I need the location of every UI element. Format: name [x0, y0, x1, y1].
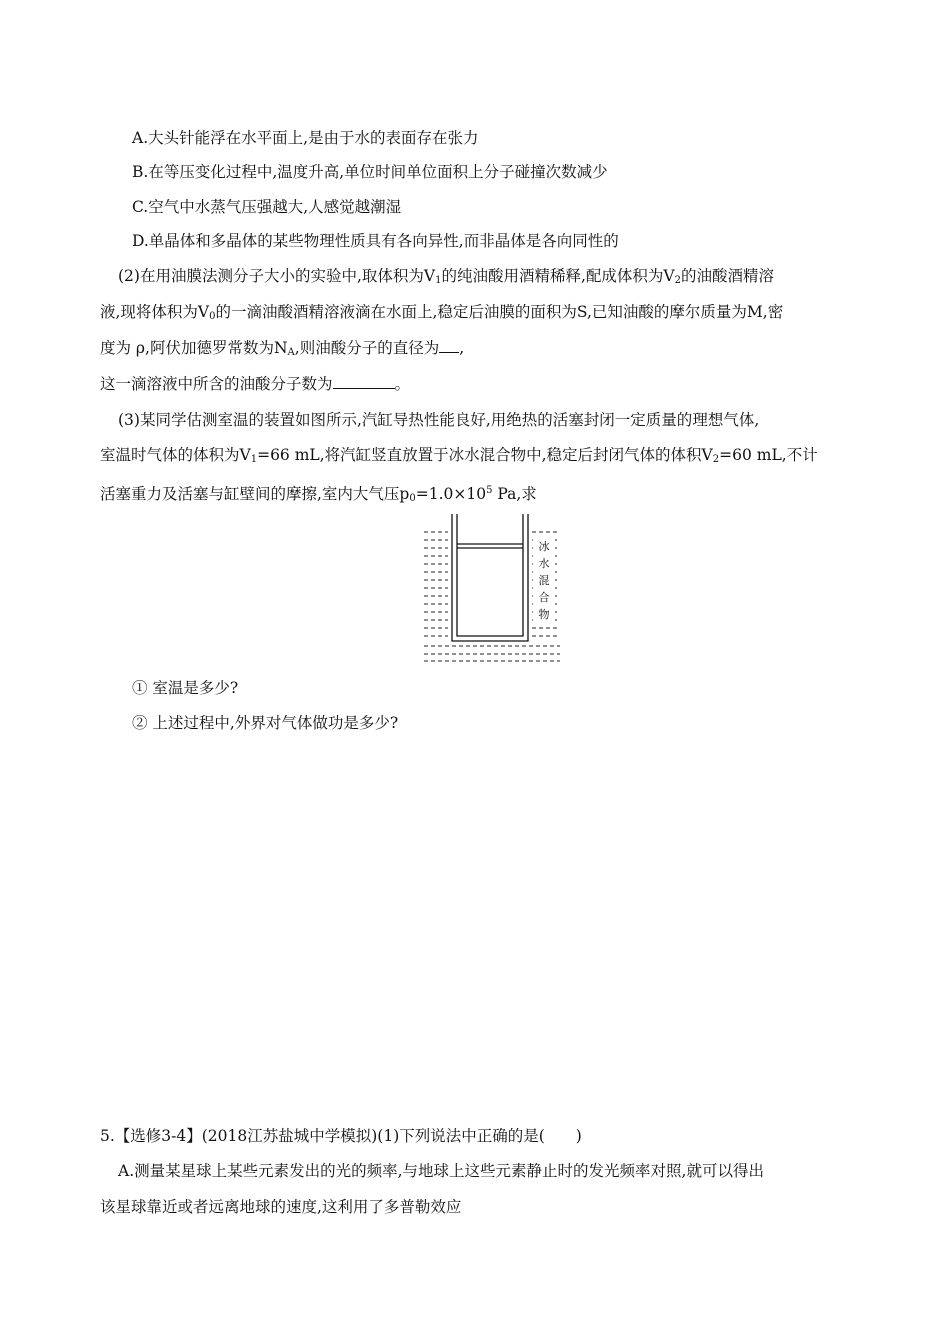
q2-line-2: 液,现将体积为$V_0$的一滴油酸酒精溶液滴在水面上,稳定后油膜的面积为S,已知油酸的摩尔质量为M,密 [100, 303, 784, 322]
option-d: D.单晶体和多晶体的某些物理性质具有各向异性,而非晶体是各向同性的 [132, 232, 619, 250]
q2-line-4: 这一滴溶液中所含的油酸分子数为 。 [100, 375, 411, 393]
option-a: A.大头针能浮在水平面上,是由于水的表面存在张力 [132, 129, 479, 147]
ice-water-label [539, 539, 550, 621]
piston [457, 544, 523, 548]
answer-blank-diameter[interactable] [439, 338, 459, 353]
q3-line-1: (3)某同学估测室温的装置如图所示,汽缸导热性能良好,用绝热的活塞封闭一定质量的理想气体, [118, 411, 760, 429]
q5-line-2: A.测量某星球上某些元素发出的光的频率,与地球上这些元素静止时的发光频率对照,就可以得出 [118, 1162, 764, 1180]
q2-line-3: 度为 ρ,阿伏加德罗常数为$N_A$,则油酸分子的直径为 , [100, 339, 465, 358]
q5-line-3: 该星球靠近或者远离地球的速度,这利用了多普勒效应 [100, 1198, 462, 1216]
label-char-0: 冰 [538, 540, 550, 553]
q5-line-1: 5.【选修3-4】(2018江苏盐城中学模拟)(1)下列说法中正确的是( ) [100, 1127, 582, 1145]
q2-line-1: (2)在用油膜法测分子大小的实验中,取体积为$V_1$的纯油酸用酒精稀释,配成体积为$V_2$的油酸酒精溶 [118, 267, 774, 286]
label-char-1: 水 [538, 557, 550, 570]
answer-blank-molecule-count[interactable] [333, 374, 395, 389]
cylinder-ice-water-figure [422, 512, 562, 664]
q3-sub-question-1: ① 室温是多少? [132, 679, 239, 697]
label-char-4: 物 [538, 608, 550, 621]
label-char-2: 混 [538, 574, 550, 587]
q3-line-2: 室温时气体的体积为$V_1=66$ mL,将汽缸竖直放置于冰水混合物中,稳定后封闭气体的体积$V_2=60$ mL,不计 [100, 446, 818, 465]
option-c: C.空气中水蒸气压强越大,人感觉越潮湿 [132, 198, 402, 216]
option-b: B.在等压变化过程中,温度升高,单位时间单位面积上分子碰撞次数减少 [132, 163, 608, 181]
q3-line-3: 活塞重力及活塞与缸壁间的摩擦,室内大气压$p_0=1.0\times 10^5$ Pa,求 [100, 485, 537, 504]
water-dashes-left [424, 532, 448, 636]
cylinder-walls [452, 514, 528, 641]
q3-sub-question-2: ② 上述过程中,外界对气体做功是多少? [132, 714, 399, 732]
water-dashes-bottom [424, 646, 560, 661]
label-char-3: 合 [538, 591, 550, 604]
